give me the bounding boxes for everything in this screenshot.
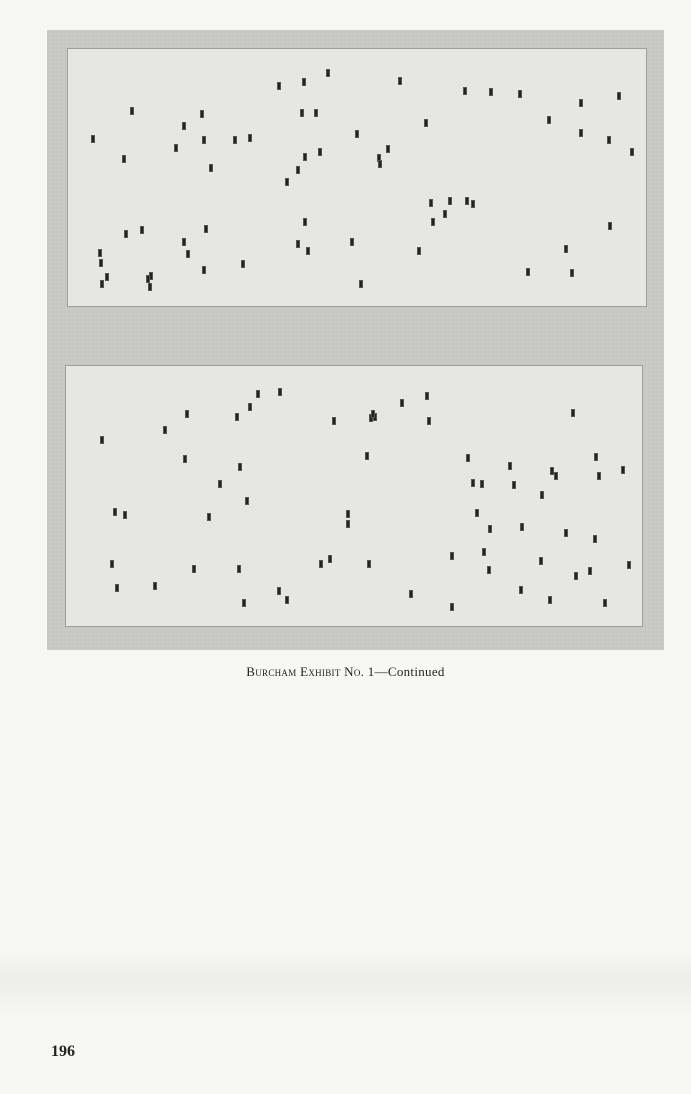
punch-hole [409, 590, 413, 598]
punch-hole [332, 417, 336, 425]
punch-hole [398, 77, 402, 85]
punch-hole [574, 572, 578, 580]
punch-card-1 [67, 48, 647, 307]
punch-hole [303, 218, 307, 226]
punch-hole [564, 529, 568, 537]
punch-hole [218, 480, 222, 488]
punch-hole [174, 144, 178, 152]
punch-hole [182, 238, 186, 246]
punch-hole [300, 109, 304, 117]
punch-hole [371, 410, 375, 418]
punch-hole [314, 109, 318, 117]
punch-hole [378, 160, 382, 168]
punch-hole [140, 226, 144, 234]
punch-hole [185, 410, 189, 418]
punch-hole [256, 390, 260, 398]
punch-hole [593, 535, 597, 543]
punch-hole [425, 392, 429, 400]
punch-hole [579, 129, 583, 137]
punch-hole [608, 222, 612, 230]
punch-hole [539, 557, 543, 565]
punch-hole [417, 247, 421, 255]
punch-hole [518, 90, 522, 98]
punch-hole [124, 230, 128, 238]
punch-hole [130, 107, 134, 115]
punch-hole [296, 166, 300, 174]
punch-hole [424, 119, 428, 127]
punch-hole [480, 480, 484, 488]
punch-hole [200, 110, 204, 118]
punch-hole [630, 148, 634, 156]
punch-hole [554, 472, 558, 480]
page-number: 196 [51, 1043, 75, 1060]
punch-hole [328, 555, 332, 563]
punch-hole [594, 453, 598, 461]
scan-artifact-band [0, 950, 691, 1020]
punch-hole [209, 164, 213, 172]
punch-hole [326, 69, 330, 77]
punch-hole [431, 218, 435, 226]
punch-hole [540, 491, 544, 499]
punch-hole [547, 116, 551, 124]
punch-hole [427, 417, 431, 425]
punch-hole [597, 472, 601, 480]
punch-hole [277, 587, 281, 595]
punch-hole [202, 136, 206, 144]
punch-hole [607, 136, 611, 144]
punch-hole [98, 249, 102, 257]
punch-hole [183, 455, 187, 463]
punch-hole [123, 511, 127, 519]
punch-hole [520, 523, 524, 531]
punch-hole [99, 259, 103, 267]
punch-hole [489, 88, 493, 96]
punch-hole [148, 283, 152, 291]
punch-hole [202, 266, 206, 274]
punch-hole [482, 548, 486, 556]
punch-hole [350, 238, 354, 246]
punch-hole [163, 426, 167, 434]
punch-hole [100, 436, 104, 444]
punch-hole [91, 135, 95, 143]
punch-hole [526, 268, 530, 276]
punch-hole [548, 596, 552, 604]
punch-hole [466, 454, 470, 462]
punch-hole [245, 497, 249, 505]
punch-hole [448, 197, 452, 205]
punch-hole [617, 92, 621, 100]
punch-hole [306, 247, 310, 255]
punch-hole [115, 584, 119, 592]
punch-hole [248, 134, 252, 142]
punch-hole [318, 148, 322, 156]
punch-hole [204, 225, 208, 233]
punch-hole [241, 260, 245, 268]
exhibit-caption [0, 664, 691, 680]
exhibit-caption-suffix: —Continued [374, 664, 445, 679]
punch-hole [355, 130, 359, 138]
exhibit-caption-title: Burcham Exhibit No. 1 [246, 664, 375, 679]
punch-hole [463, 87, 467, 95]
punch-hole [621, 466, 625, 474]
punch-hole [471, 200, 475, 208]
punch-hole [235, 413, 239, 421]
punch-hole [487, 566, 491, 574]
punch-hole [285, 596, 289, 604]
punch-hole [278, 388, 282, 396]
punch-hole [122, 155, 126, 163]
punch-hole [512, 481, 516, 489]
punch-hole [465, 197, 469, 205]
punch-hole [237, 565, 241, 573]
punch-hole [365, 452, 369, 460]
punch-hole [153, 582, 157, 590]
punch-hole [285, 178, 289, 186]
punch-hole [113, 508, 117, 516]
punch-hole [519, 586, 523, 594]
punch-hole [508, 462, 512, 470]
punch-hole [359, 280, 363, 288]
punch-hole [571, 409, 575, 417]
punch-card-2 [65, 365, 643, 627]
punch-hole [207, 513, 211, 521]
punch-hole [296, 240, 300, 248]
punch-hole [248, 403, 252, 411]
punch-hole [443, 210, 447, 218]
punch-hole [603, 599, 607, 607]
punch-hole [302, 78, 306, 86]
punch-hole [429, 199, 433, 207]
punch-hole [238, 463, 242, 471]
punch-hole [110, 560, 114, 568]
punch-hole [277, 82, 281, 90]
punch-hole [367, 560, 371, 568]
punch-hole [346, 520, 350, 528]
punch-hole [400, 399, 404, 407]
punch-hole [627, 561, 631, 569]
exhibit-photograph [47, 30, 664, 650]
punch-hole [146, 275, 150, 283]
punch-hole [564, 245, 568, 253]
punch-hole [182, 122, 186, 130]
punch-hole [450, 603, 454, 611]
punch-hole [386, 145, 390, 153]
punch-hole [450, 552, 454, 560]
punch-hole [588, 567, 592, 575]
punch-hole [303, 153, 307, 161]
punch-hole [579, 99, 583, 107]
punch-hole [233, 136, 237, 144]
punch-hole [192, 565, 196, 573]
punch-hole [570, 269, 574, 277]
punch-hole [346, 510, 350, 518]
punch-hole [105, 273, 109, 281]
punch-hole [100, 280, 104, 288]
punch-hole [475, 509, 479, 517]
punch-hole [319, 560, 323, 568]
punch-hole [471, 479, 475, 487]
punch-hole [186, 250, 190, 258]
punch-hole [242, 599, 246, 607]
punch-hole [488, 525, 492, 533]
